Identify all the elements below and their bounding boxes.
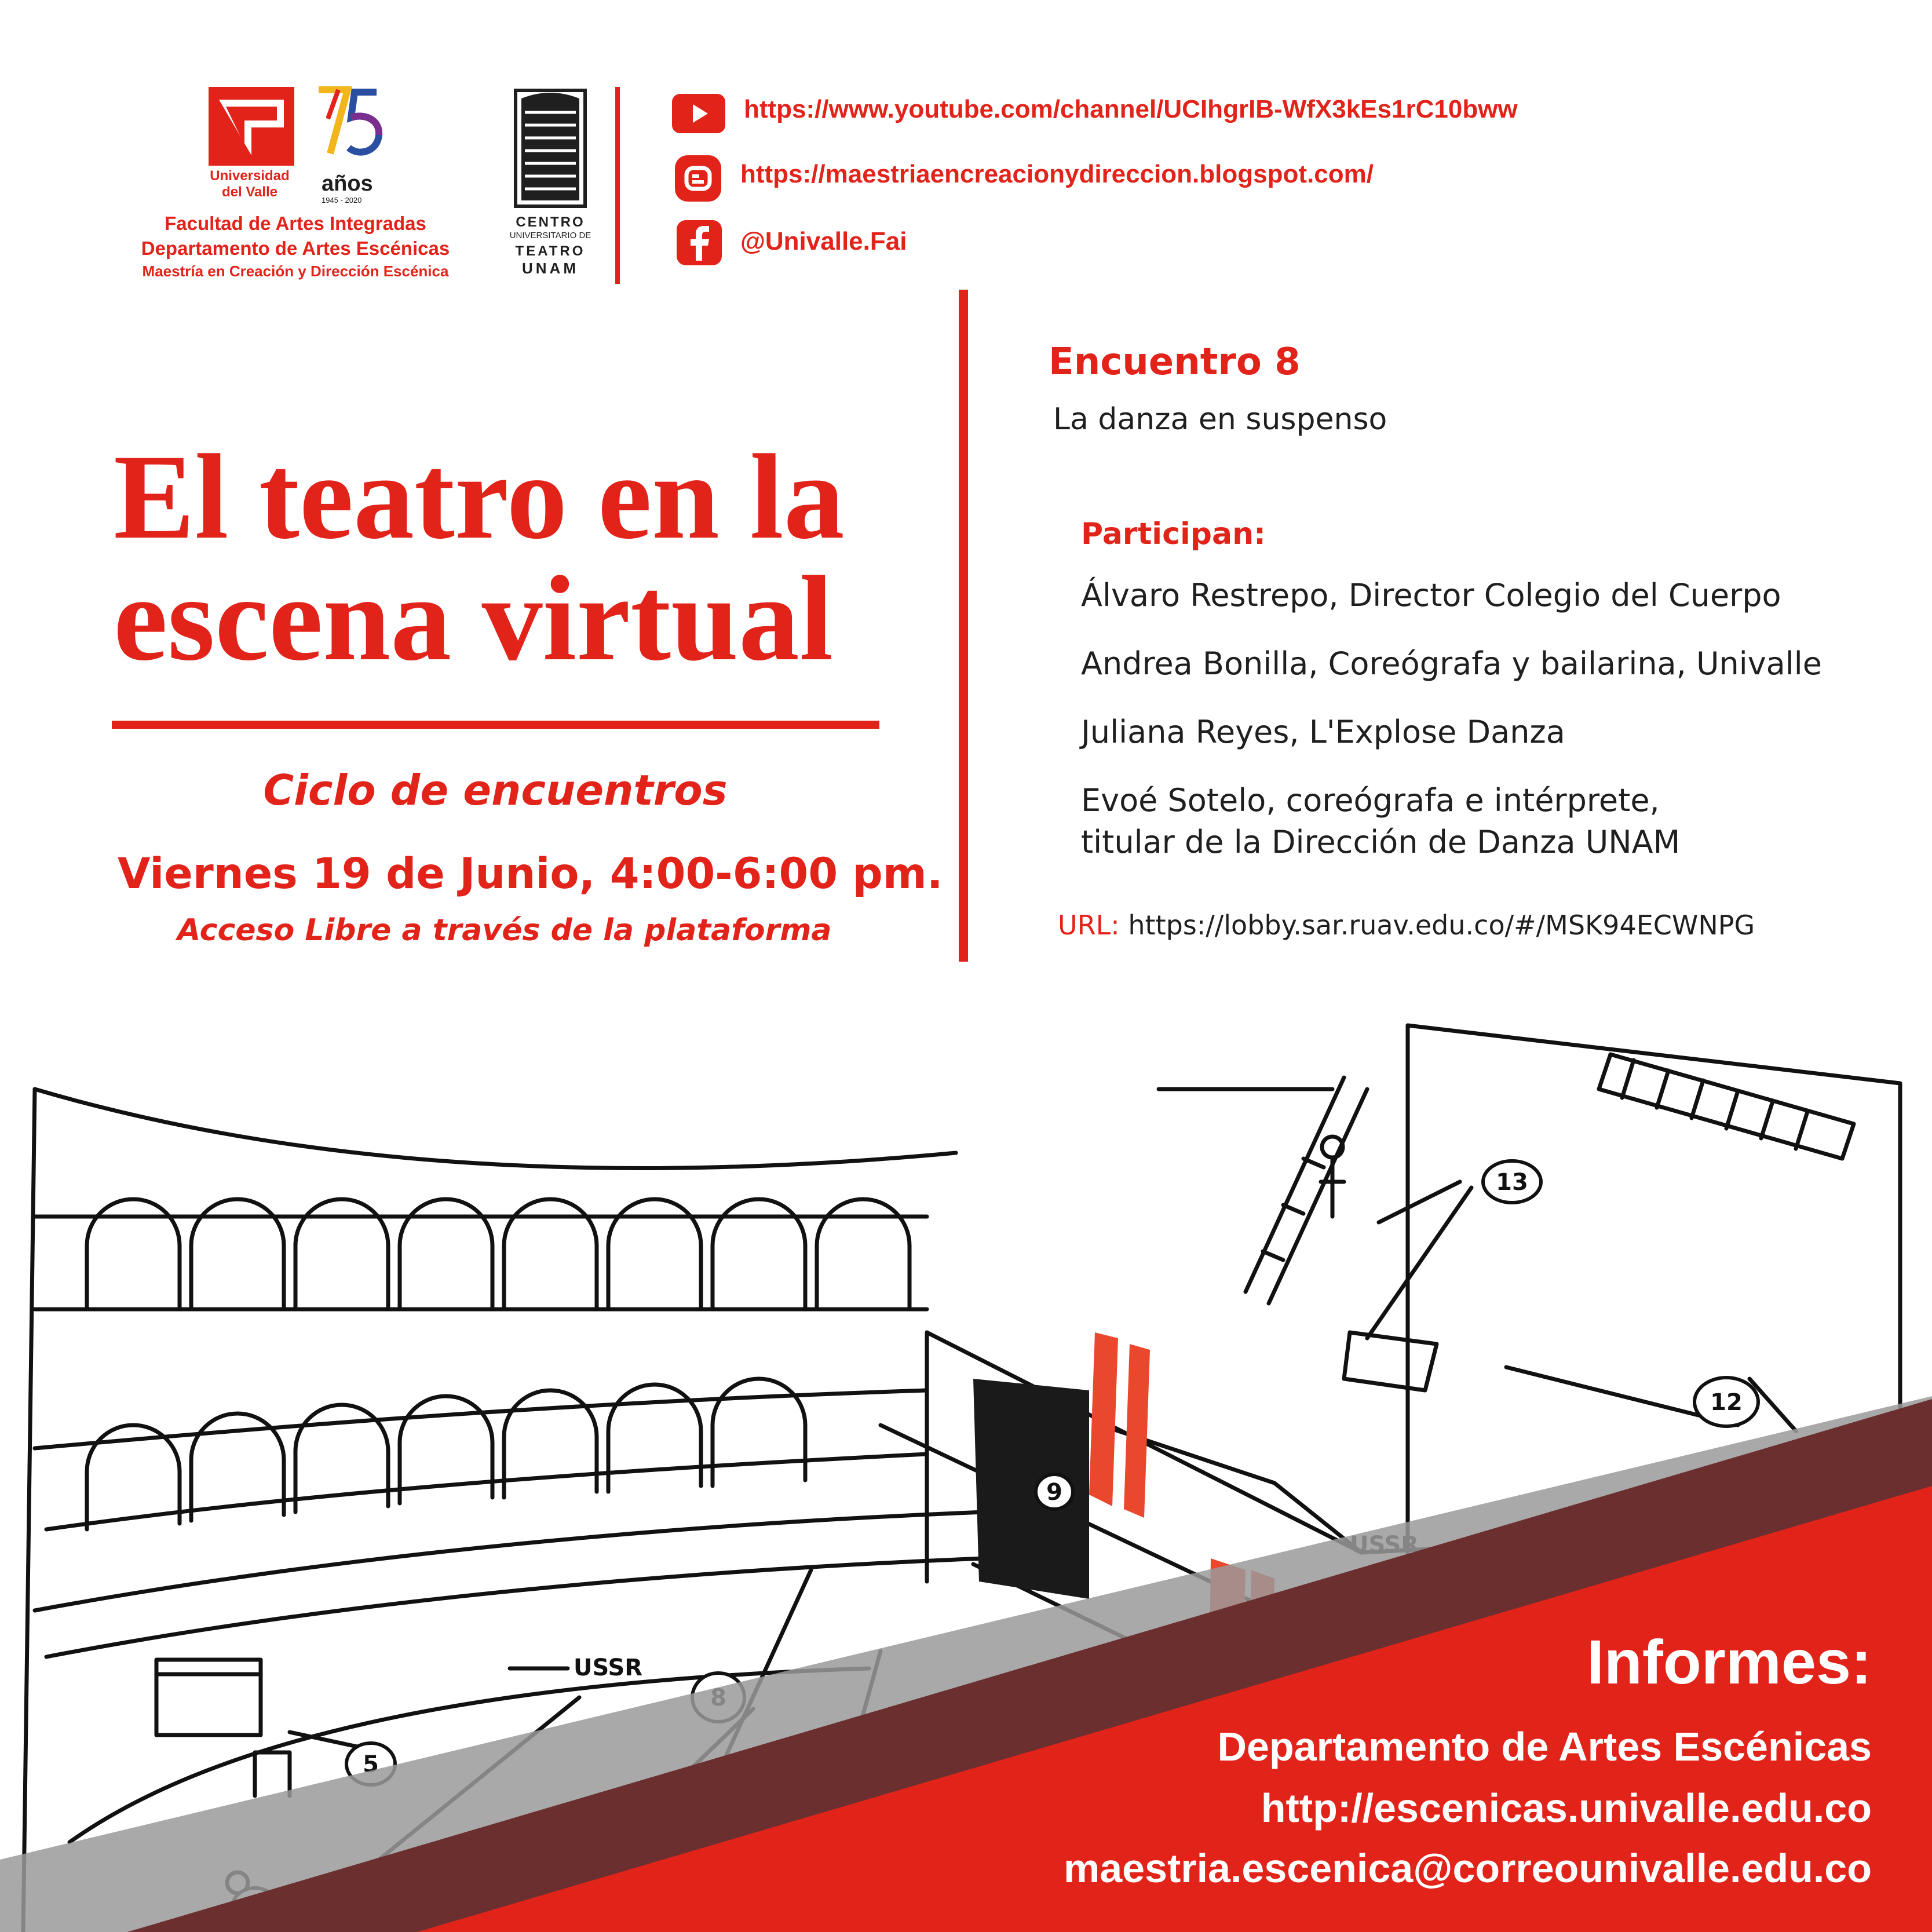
anniversary-word: años (322, 171, 373, 196)
url-label: URL: (1058, 910, 1120, 941)
univalle-name-line1: Universidad (210, 168, 290, 184)
session-url[interactable]: https://lobby.sar.ruav.edu.co/#/MSK94ECWNPG (1128, 910, 1755, 941)
department-name: Departamento de Artes Escénicas (141, 238, 450, 259)
faculty-name: Facultad de Artes Integradas (165, 213, 426, 234)
session-number: Encuentro 8 (1049, 341, 1301, 384)
anniversary-years: 1945 - 2020 (322, 196, 362, 204)
sketch-label-13: 13 (1496, 1169, 1528, 1196)
event-date: Viernes 19 de Junio, 4:00-6:00 pm. (118, 849, 943, 899)
sketch-label-5: 5 (363, 1751, 379, 1778)
participant-4-cont: titular de la Dirección de Danza UNAM (1081, 824, 1681, 860)
unam-line1: CENTRO (516, 214, 585, 230)
unam-line3: TEATRO (515, 243, 586, 259)
participant-1: Álvaro Restrepo, Director Colegio del Cuerpo (1081, 577, 1781, 613)
session-topic: La danza en suspenso (1053, 402, 1387, 437)
event-title-line2: escena virtual (114, 552, 834, 686)
univalle-name-line2: del Valle (221, 184, 278, 200)
blog-link[interactable]: https://maestriaencreacionydireccion.blogspot.com/ (740, 160, 1374, 188)
youtube-link[interactable]: https://www.youtube.com/channel/UCIhgrIB-WfX3kEs1rC10bww (744, 95, 1518, 123)
event-subtitle: Ciclo de encuentros (263, 766, 728, 815)
sketch-ussr-left: USSR (574, 1655, 643, 1681)
info-heading: Informes: (1586, 1627, 1872, 1697)
sketch-label-12: 12 (1710, 1389, 1743, 1416)
info-department: Departamento de Artes Escénicas (1217, 1724, 1872, 1769)
participant-3: Juliana Reyes, L'Explose Danza (1081, 714, 1565, 750)
event-title-line1: El teatro en la (114, 430, 845, 564)
unam-line4: UNAM (522, 260, 579, 277)
participant-2: Andrea Bonilla, Coreógrafa y bailarina, Univalle (1081, 645, 1822, 682)
participants-label: Participan: (1081, 517, 1266, 552)
facebook-link[interactable]: @Univalle.Fai (740, 227, 907, 255)
info-email[interactable]: maestria.escenica@correounivalle.edu.co (1063, 1846, 1872, 1891)
event-access: Acceso Libre a través de la plataforma (177, 913, 832, 948)
program-name: Maestría en Creación y Dirección Escénica (142, 262, 449, 280)
sketch-label-9: 9 (1046, 1479, 1062, 1506)
participant-4: Evoé Sotelo, coreógrafa e intérprete, (1081, 782, 1660, 819)
info-website[interactable]: http://escenicas.univalle.edu.co (1261, 1785, 1872, 1831)
unam-line2: UNIVERSITARIO DE (509, 231, 591, 240)
